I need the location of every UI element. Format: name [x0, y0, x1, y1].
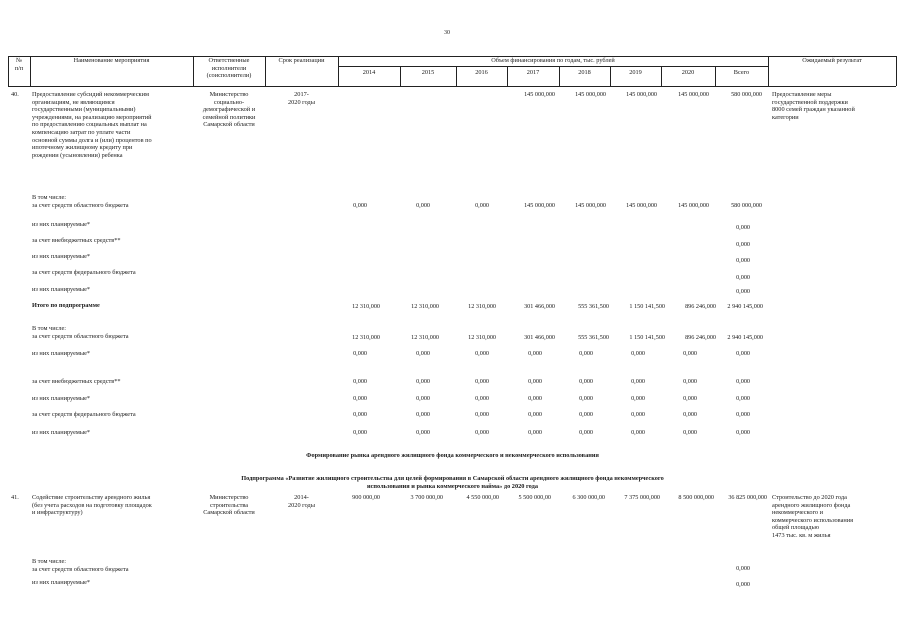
value-2019: 0,000 — [631, 429, 645, 436]
value-2020: 8 500 000,000 — [678, 494, 714, 501]
section-title: Формирование рынка арендного жилищного фонда коммерческого и некоммерческого использования — [306, 452, 599, 459]
value-2020: 896 246,000 — [685, 303, 716, 310]
value-2018: 555 361,500 — [578, 334, 609, 341]
breakdown-label: за счет внебюджетных средств** — [32, 378, 121, 385]
breakdown-label: В том числе: за счет средств областного бюджета — [32, 194, 129, 209]
value-2019: 1 150 141,500 — [629, 303, 665, 310]
breakdown-label: из них планируемые* — [32, 253, 91, 260]
value-2020: 0,000 — [683, 429, 697, 436]
value-2015: 0,000 — [416, 429, 430, 436]
header-year: 2014 — [362, 69, 376, 76]
header-year: 2015 — [421, 69, 435, 76]
breakdown-label: за счет внебюджетных средств** — [32, 237, 121, 244]
value-2018: 6 300 000,00 — [572, 494, 605, 501]
value-2014: 900 000,00 — [352, 494, 380, 501]
value-total: 0,000 — [736, 378, 750, 385]
row-number: 40. — [11, 91, 19, 98]
measure-name: Содействие строительству арендного жилья (без учета расходов на подготовку площадок и инфраструктуру) — [32, 494, 152, 517]
value-2018: 145 000,000 — [575, 202, 606, 209]
value-2016: 0,000 — [475, 378, 489, 385]
value-2015: 0,000 — [416, 202, 430, 209]
row-number: 41. — [11, 494, 19, 501]
value-2018: 0,000 — [579, 429, 593, 436]
value-2014: 0,000 — [353, 395, 367, 402]
value-2017: 0,000 — [528, 395, 542, 402]
value-2015: 0,000 — [416, 395, 430, 402]
value-2017: 0,000 — [528, 411, 542, 418]
value-total: 580 000,000 — [731, 202, 762, 209]
value-2016: 12 310,000 — [468, 334, 496, 341]
header-year: 2018 — [578, 69, 591, 76]
value-2020: 145 000,000 — [678, 202, 709, 209]
value-2020: 0,000 — [683, 378, 697, 385]
value-total: 0,000 — [736, 581, 750, 588]
value-2020: 0,000 — [683, 350, 697, 357]
value-2015: 12 310,000 — [411, 334, 439, 341]
value-2016: 0,000 — [475, 429, 489, 436]
value-total: 0,000 — [736, 429, 750, 436]
value-total: 0,000 — [736, 411, 750, 418]
expected-result: Строительство до 2020 года арендного жилищного фонда некоммерческого и коммерческого использования общей площадью 1473 тыс. кв. м жилья — [772, 494, 854, 539]
breakdown-label: из них планируемые* — [32, 221, 91, 228]
value-2016: 0,000 — [475, 395, 489, 402]
breakdown-label: из них планируемые* — [32, 429, 91, 436]
value-2019: 0,000 — [631, 411, 645, 418]
value-2019: 7 375 000,000 — [624, 494, 660, 501]
value-2020: 0,000 — [683, 395, 697, 402]
responsible-executor: Министерство строительства Самарской области — [203, 494, 255, 517]
value-2014: 12 310,000 — [352, 303, 380, 310]
responsible-executor: Министерство социально- демографической и семейной политики Самарской области — [202, 91, 256, 129]
header-year: 2016 — [475, 69, 488, 76]
value-2016: 0,000 — [475, 350, 489, 357]
header-result: Ожидаемый результат — [802, 57, 862, 64]
value-2015: 12 310,000 — [411, 303, 439, 310]
value-2018: 0,000 — [579, 378, 593, 385]
value-2014: 0,000 — [353, 202, 367, 209]
implementation-period: 2014- 2020 годы — [288, 494, 315, 509]
header-period: Срок реализации — [278, 57, 325, 64]
value-2014: 0,000 — [353, 350, 367, 357]
value-2014: 12 310,000 — [352, 334, 380, 341]
header-name: Наименование мероприятия — [73, 57, 150, 64]
breakdown-label: В том числе: за счет средств областного бюджета — [32, 558, 129, 573]
value-total: 0,000 — [736, 257, 750, 264]
value-2019: 1 150 141,500 — [629, 334, 665, 341]
value-2015: 0,000 — [416, 378, 430, 385]
breakdown-label: за счет средств федерального бюджета — [32, 269, 136, 276]
value-2018: 555 361,500 — [578, 303, 609, 310]
value-total: 0,000 — [736, 274, 750, 281]
header-bottom-border — [8, 86, 896, 87]
subprogram-title: Подпрограмма «Развитие жилищного строительства для целей формирования в Самарской области арендного жилищного фонда некоммерческого использования и рынка коммерческого найма» до 2020 года — [241, 475, 664, 490]
breakdown-label: из них планируемые* — [32, 579, 91, 586]
breakdown-label: В том числе: за счет средств областного бюджета — [32, 325, 129, 340]
value-2017: 5 500 000,00 — [518, 494, 551, 501]
value-total: 0,000 — [736, 288, 750, 295]
value-2015: 0,000 — [416, 411, 430, 418]
value-2016: 12 310,000 — [468, 303, 496, 310]
breakdown-label: за счет средств федерального бюджета — [32, 411, 136, 418]
value-2016: 0,000 — [475, 202, 489, 209]
header-responsible: Ответственные исполнители (соисполнители) — [206, 57, 252, 80]
header-year: 2019 — [629, 69, 642, 76]
value-2017: 0,000 — [528, 350, 542, 357]
value-2020: 145 000,000 — [678, 91, 709, 98]
measure-name: Предоставление субсидий некоммерческим организациям, не являющимся государственными (муниципальными) учреждениями, на реализацию мероприятий по предоставлению социальных выплат на компенсацию затрат по уплате части основной суммы долга и (или) процентов по ипотечному жилищному кредиту при рождении (усыновлении) ребенка — [32, 91, 152, 159]
value-total: 0,000 — [736, 224, 750, 231]
col-line — [896, 56, 897, 86]
header-year-total: Всего — [733, 69, 750, 76]
value-2018: 0,000 — [579, 350, 593, 357]
implementation-period: 2017- 2020 годы — [288, 91, 315, 106]
value-2014: 0,000 — [353, 378, 367, 385]
value-2017: 145 000,000 — [524, 91, 555, 98]
value-total: 2 940 145,000 — [727, 334, 763, 341]
value-total: 0,000 — [736, 241, 750, 248]
value-2020: 0,000 — [683, 411, 697, 418]
value-2015: 3 700 000,00 — [410, 494, 443, 501]
value-2016: 0,000 — [475, 411, 489, 418]
header-funding: Объем финансирования по годам, тыс. рублей — [491, 57, 615, 64]
value-2017: 301 466,000 — [524, 334, 555, 341]
value-2014: 0,000 — [353, 429, 367, 436]
value-2014: 0,000 — [353, 411, 367, 418]
total-label: Итого по подпрограмме — [32, 302, 100, 309]
header-year: 2017 — [526, 69, 540, 76]
value-2019: 145 000,000 — [626, 202, 657, 209]
breakdown-label: из них планируемые* — [32, 350, 91, 357]
breakdown-label: из них планируемые* — [32, 395, 91, 402]
value-2018: 145 000,000 — [575, 91, 606, 98]
expected-result: Предоставление меры государственной поддержки 8000 семей граждан указанной категории — [772, 91, 855, 121]
value-total: 0,000 — [736, 350, 750, 357]
value-2019: 0,000 — [631, 378, 645, 385]
header-year: 2020 — [681, 69, 695, 76]
value-2015: 0,000 — [416, 350, 430, 357]
value-2019: 0,000 — [631, 350, 645, 357]
value-2019: 145 000,000 — [626, 91, 657, 98]
header-year-divider — [338, 66, 768, 67]
value-2020: 896 246,000 — [685, 334, 716, 341]
value-2017: 301 466,000 — [524, 303, 555, 310]
header-no: № п/п — [14, 57, 24, 72]
page-number: 30 — [444, 30, 450, 36]
value-total: 580 000,000 — [731, 91, 762, 98]
value-total: 2 940 145,000 — [727, 303, 763, 310]
value-2017: 0,000 — [528, 378, 542, 385]
value-2016: 4 550 000,00 — [466, 494, 499, 501]
value-2018: 0,000 — [579, 411, 593, 418]
breakdown-label: из них планируемые* — [32, 286, 91, 293]
value-2017: 145 000,000 — [524, 202, 555, 209]
value-total: 0,000 — [736, 565, 750, 572]
value-total: 0,000 — [736, 395, 750, 402]
value-2019: 0,000 — [631, 395, 645, 402]
value-total: 36 825 000,000 — [728, 494, 767, 501]
value-2017: 0,000 — [528, 429, 542, 436]
value-2018: 0,000 — [579, 395, 593, 402]
